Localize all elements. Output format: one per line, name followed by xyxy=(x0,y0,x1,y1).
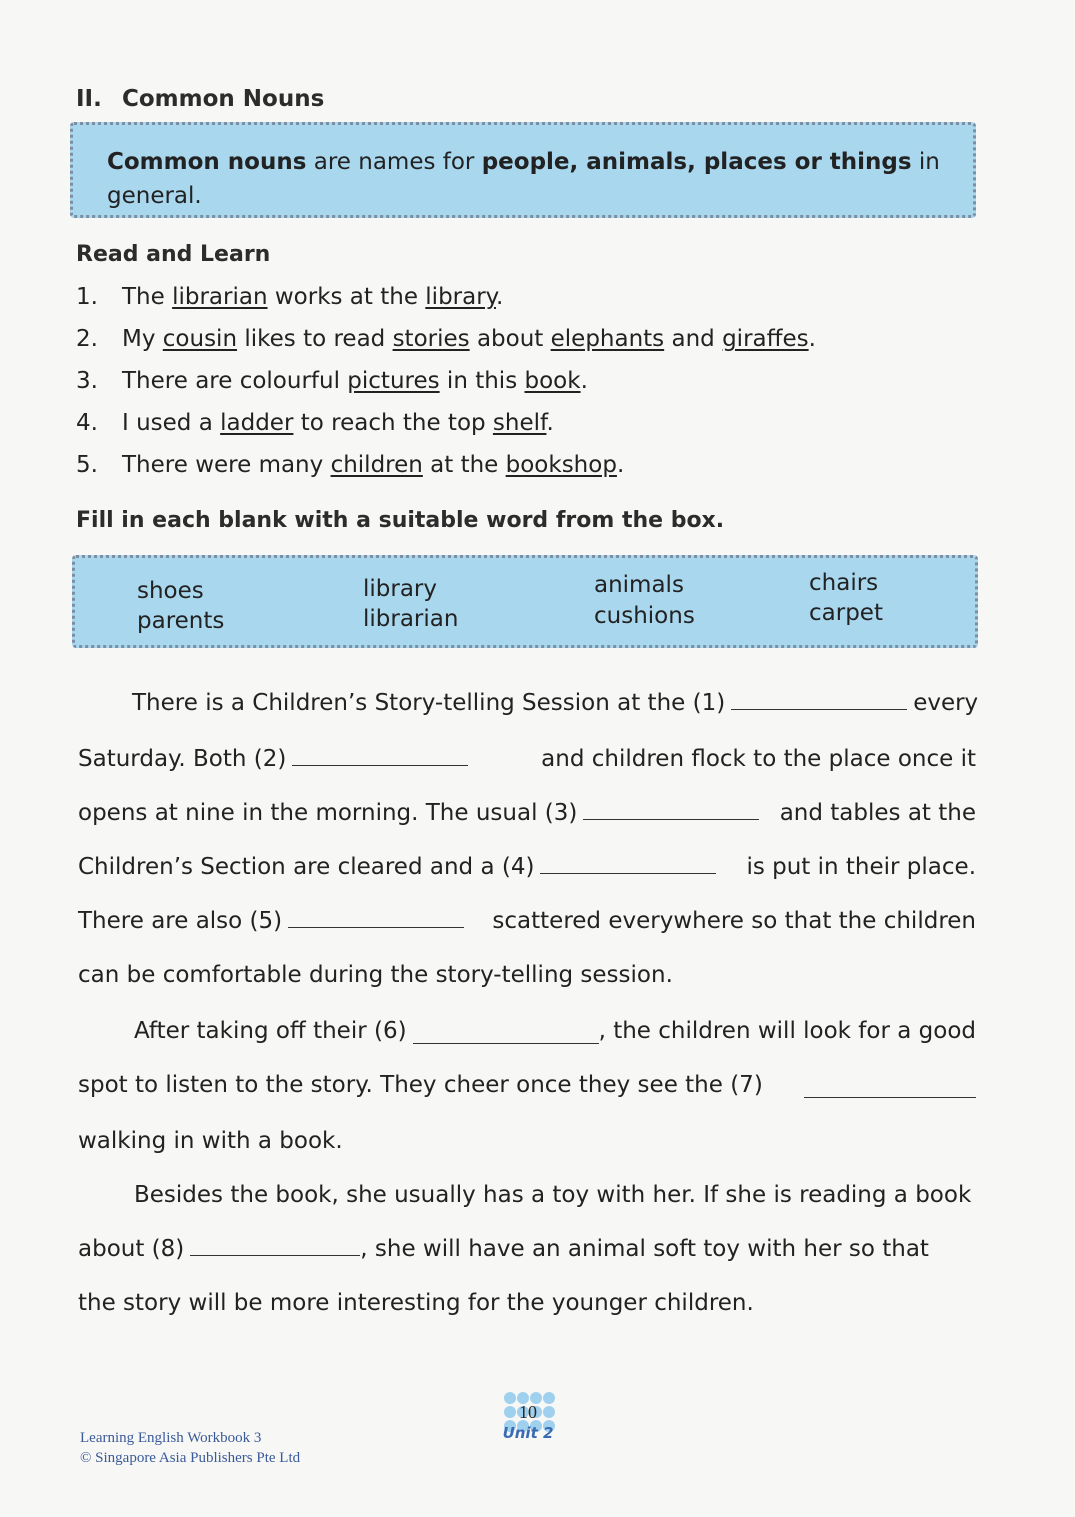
book-title: Learning English Workbook 3 xyxy=(80,1430,262,1446)
unit-label: Unit 2 xyxy=(502,1424,554,1442)
word-option: shoes xyxy=(137,578,204,604)
page-number: 10 xyxy=(519,1402,537,1422)
word-option: cushions xyxy=(594,603,695,629)
word-box xyxy=(72,555,978,648)
word-option: library xyxy=(363,576,437,602)
definition-categories: people, animals, places or things xyxy=(481,149,912,175)
passage-line: Saturday. Both (2) and children flock to the place once it xyxy=(78,738,976,772)
definition-text: are names for xyxy=(306,149,482,175)
passage-line: There is a Children’s Story-telling Session at the (1) every xyxy=(78,682,976,716)
passage-line: about (8) , she will have an animal soft toy with her so that xyxy=(78,1228,976,1262)
blank-6[interactable] xyxy=(413,1021,599,1044)
passage-line: spot to listen to the story. They cheer once they see the (7) xyxy=(78,1064,976,1098)
passage-line: can be comfortable during the story-telling session. xyxy=(78,962,673,988)
example-sentence: 1. The librarian works at the library. xyxy=(76,284,504,310)
section-title xyxy=(76,86,324,112)
copyright: © Singapore Asia Publishers Pte Ltd xyxy=(80,1450,301,1466)
fill-instructions: Fill in each blank with a suitable word from the box. xyxy=(76,508,725,533)
word-option: chairs xyxy=(809,570,879,596)
page-number-badge xyxy=(500,1390,556,1446)
footer-credits xyxy=(80,1428,300,1468)
blank-5[interactable] xyxy=(288,905,464,928)
word-option: animals xyxy=(594,572,684,598)
blank-2[interactable] xyxy=(292,743,468,766)
definition-text-2: in xyxy=(911,149,940,175)
passage-line: Children’s Section are cleared and a (4) is put in their place. xyxy=(78,846,976,880)
passage-line: opens at nine in the morning. The usual (3) and tables at the xyxy=(78,792,976,826)
section-number: II. xyxy=(76,86,102,112)
blank-7[interactable] xyxy=(804,1075,976,1098)
example-sentence: 5. There were many children at the bookshop. xyxy=(76,452,625,478)
read-learn-heading: Read and Learn xyxy=(76,242,271,267)
example-sentence: 3. There are colourful pictures in this book. xyxy=(76,368,588,394)
passage-line: the story will be more interesting for the younger children. xyxy=(78,1290,754,1316)
blank-1[interactable] xyxy=(731,687,907,710)
blank-8[interactable] xyxy=(190,1233,360,1256)
section-name: Common Nouns xyxy=(122,86,325,112)
blank-4[interactable] xyxy=(540,851,716,874)
passage-line: After taking off their (6) , the children will look for a good xyxy=(134,1018,976,1044)
example-sentence: 4. I used a ladder to reach the top shelf. xyxy=(76,410,554,436)
example-sentence: 2. My cousin likes to read stories about elephants and giraffes. xyxy=(76,326,816,352)
definition-term: Common nouns xyxy=(107,149,307,175)
word-option: carpet xyxy=(809,600,883,626)
definition-box xyxy=(70,122,976,218)
passage-line: There are also (5) scattered everywhere so that the children xyxy=(78,900,976,934)
blank-3[interactable] xyxy=(583,797,759,820)
example-sentence-list xyxy=(76,282,816,492)
definition-text-3: general. xyxy=(107,183,202,209)
word-option: parents xyxy=(137,608,225,634)
passage-line: walking in with a book. xyxy=(78,1128,343,1154)
word-option: librarian xyxy=(363,606,459,632)
passage-line: Besides the book, she usually has a toy with her. If she is reading a book xyxy=(134,1182,972,1208)
